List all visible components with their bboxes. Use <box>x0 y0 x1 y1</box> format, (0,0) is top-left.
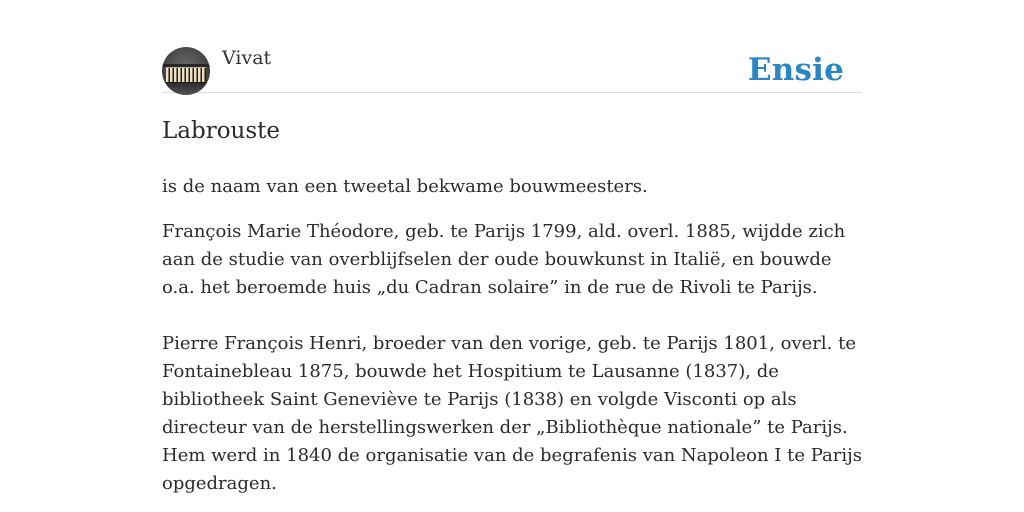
brand-logo[interactable]: Ensie <box>747 52 844 88</box>
page-title: Labrouste <box>162 118 281 144</box>
article-lead: is de naam van een tweetal bekwame bouwmeesters. <box>162 176 648 197</box>
article-body <box>162 218 862 498</box>
article-paragraph: Pierre François Henri, broeder van den vorige, geb. te Parijs 1801, overl. te Fontainebleau 1875, bouwde het Hospitium te Lausanne (1837), de bibliotheek Saint Geneviève te Parijs (1838) en volgde Visconti op als directeur van de herstellingswerken der „Bibliothèque nationale” te Parijs. Hem werd in 1840 de organisatie van de begrafenis van Napoleon I te Parijs opgedragen. <box>162 333 862 494</box>
shelf-bottom <box>162 83 210 95</box>
header <box>162 0 862 93</box>
books-row <box>166 67 206 84</box>
article-paragraph: François Marie Théodore, geb. te Parijs 1799, ald. overl. 1885, wijdde zich aan de studie van overblijfselen der oude bouwkunst in Italië, en bouwde o.a. het beroemde huis „du Cadran solaire” in de rue de Rivoli te Parijs. <box>162 221 846 298</box>
bookshelf-avatar-icon[interactable] <box>162 47 210 95</box>
site-name[interactable]: Vivat <box>222 47 272 69</box>
page-container <box>162 0 862 498</box>
